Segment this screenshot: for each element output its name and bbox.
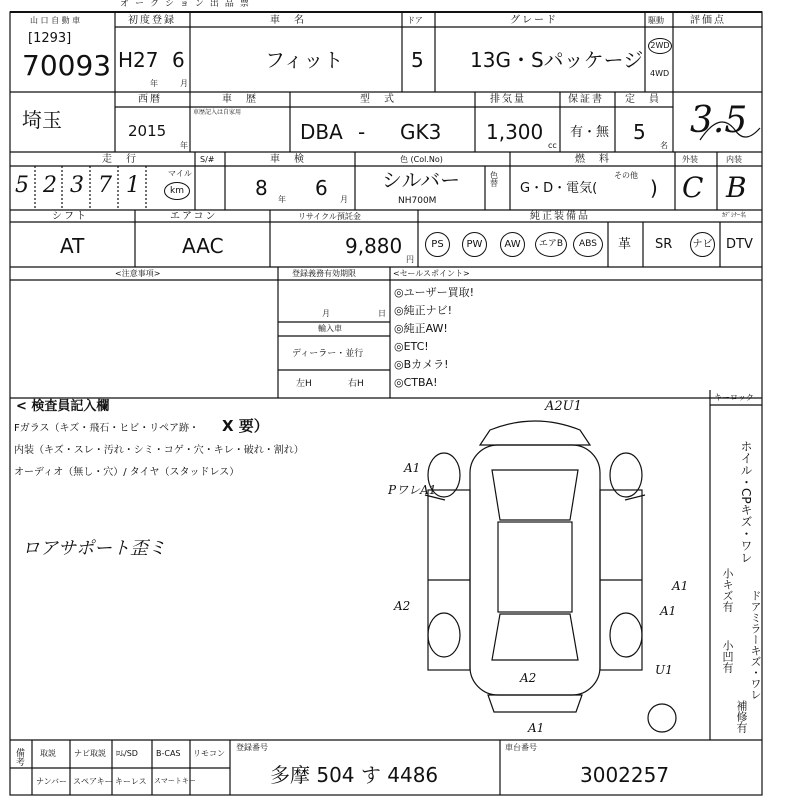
model-suffix: GK3: [400, 120, 442, 144]
bottom-smart-key: スマートキー: [154, 777, 196, 785]
drive-header: 駆動: [648, 16, 664, 25]
equip-pw: PW: [462, 232, 487, 257]
inspector-header: < 検査員記入欄: [16, 399, 110, 414]
navi-tuner-header: ｶﾃﾞｼﾅｰ名: [722, 212, 747, 219]
reg-validity-header: 登録義務有効期限: [292, 269, 356, 278]
fuel-close-paren: ): [650, 176, 658, 200]
glass-needed: X 要）: [222, 417, 269, 435]
color-change: 色替: [490, 171, 498, 188]
year-header: 西暦: [138, 94, 162, 105]
recycle-value: 9,880: [345, 234, 403, 258]
interior-grade: B: [726, 171, 747, 204]
lot-number: 70093: [22, 49, 112, 82]
equip-aw: AW: [500, 232, 525, 257]
inspection-month: 6: [315, 176, 328, 200]
chassis-number: 3002257: [580, 763, 670, 787]
exterior-grade: C: [682, 171, 704, 204]
history-header: 車 歴: [222, 94, 258, 105]
exterior-header: 外装: [682, 155, 698, 164]
bottom-remote: リモコン: [193, 749, 225, 758]
reg-month: 月: [322, 309, 330, 318]
chassis-label: 車台番号: [505, 743, 537, 752]
plate-label: 登録番号: [236, 743, 268, 752]
vertical-note-dent: 小凹有: [721, 640, 734, 673]
damage-mark-left-front-p: PワレA1: [388, 483, 437, 497]
damage-mark-rear: A2: [520, 671, 537, 685]
warranty-header: 保証書: [568, 94, 604, 105]
first-reg-month: 6: [172, 48, 185, 72]
car-name-header: 車 名: [270, 15, 306, 26]
bottom-spare-key: スペアキー: [73, 777, 113, 786]
sheet-title: オークション出品票: [120, 0, 255, 9]
displacement-value: 1,300: [486, 120, 544, 144]
capacity-value: 5: [633, 120, 646, 144]
first-reg-era: H27: [118, 48, 159, 72]
fuel-options: G・D・電気(: [520, 181, 598, 196]
sales-point-5: ◎Bカメラ!: [394, 358, 449, 371]
grade-value: 13G・Sパッケージ: [470, 48, 644, 72]
import-car-header: 輸入車: [318, 324, 342, 333]
mileage-header: 走 行: [102, 154, 138, 165]
score-header: 評価点: [690, 15, 726, 26]
recycle-unit: 円: [406, 255, 414, 264]
equip-sr: SR: [655, 237, 673, 252]
inspection-year: 8: [255, 176, 268, 200]
keylock-header: キーロック: [714, 393, 754, 402]
color-name: シルバー: [382, 168, 461, 192]
bottom-remarks-label: 備考: [14, 748, 24, 766]
bottom-plate: ナンバー: [36, 777, 68, 786]
mileage-digit-4: 7: [98, 173, 112, 198]
score-value: 3.5: [690, 100, 748, 141]
vertical-note-wheel: ホイル・CPキズ・ワレ: [739, 440, 753, 564]
bottom-navi-manual: ナビ取説: [74, 749, 106, 758]
plate-number: 多摩 504 す 4486: [270, 763, 439, 787]
model-header: 型 式: [360, 94, 396, 105]
left-hand: 左H: [296, 379, 312, 389]
equip-dtv: DTV: [726, 237, 753, 252]
color-header: 色 (Col.No): [400, 155, 443, 164]
damage-mark-right-2: A1: [660, 604, 677, 618]
damage-mark-right-rear: U1: [655, 663, 673, 677]
interior-header: 内装: [726, 155, 742, 164]
fuel-header: 燃 料: [575, 154, 611, 165]
damage-mark-left-door: A2: [394, 599, 411, 613]
capacity-header: 定 員: [625, 94, 661, 105]
damage-mark-right-1: A1: [672, 579, 689, 593]
car-diagram: [425, 421, 676, 735]
sales-point-3: ◎純正AW!: [394, 322, 448, 335]
right-hand: 右H: [348, 379, 364, 389]
inspector-interior-line: 内装（キズ・スレ・汚れ・シミ・コゲ・穴・キレ・破れ・割れ）: [14, 445, 304, 456]
sales-point-6: ◎CTBA!: [394, 376, 438, 389]
damage-mark-front: A2U1: [545, 399, 582, 414]
handwritten-note: ロアサポート歪ミ: [22, 538, 166, 559]
bottom-rom-sd: ﾛﾑ/SD: [116, 749, 138, 758]
vertical-note-small-scratch: 小キズ有: [721, 568, 734, 612]
door-count: 5: [411, 48, 424, 72]
model-year-unit: 年: [180, 141, 188, 150]
first-reg-year-unit: 年: [150, 79, 158, 88]
fuel-other-label: その他: [614, 171, 638, 180]
color-code: NH700M: [398, 196, 437, 206]
mile-label: マイル: [168, 169, 192, 178]
equip-leather: 革: [618, 237, 632, 252]
sales-point-2: ◎純正ナビ!: [394, 304, 453, 317]
notes-header: <注意事項>: [115, 269, 161, 278]
history-note: 車歴記入は自家用: [193, 109, 242, 116]
bottom-keyless: キーレス: [115, 777, 147, 786]
drive-4wd: 4WD: [650, 69, 670, 78]
displacement-header: 排気量: [490, 94, 526, 105]
mileage-digit-1: 5: [15, 173, 29, 198]
car-name: フィット: [265, 48, 344, 72]
aircon-header: エアコン: [170, 211, 218, 222]
stamp-label: 山 口 自 動 車: [30, 16, 81, 25]
shift-no-header: S/#: [200, 155, 215, 164]
bottom-bcas: B-CAS: [156, 749, 181, 758]
mileage-digit-5: 1: [126, 173, 140, 198]
capacity-unit: 名: [660, 141, 668, 150]
model-prefix: DBA: [300, 120, 343, 144]
inspector-glass-line: Fガラス（キズ・飛石・ヒビ・リペア跡・: [14, 423, 200, 434]
equipment-header: 純正装備品: [530, 211, 590, 222]
sales-point-4: ◎ETC!: [394, 340, 429, 353]
damage-mark-left-front-a: A1: [404, 461, 421, 475]
inspector-audio-line: オーディオ（無し・穴）/ タイヤ（スタッドレス）: [14, 467, 240, 478]
mileage-digit-2: 2: [43, 173, 57, 198]
doors-header: ドア: [407, 16, 423, 25]
damage-mark-rear-bumper: A1: [528, 721, 545, 735]
aircon-value: AAC: [182, 234, 224, 258]
inspection-year-unit: 年: [278, 195, 286, 204]
dealer-parallel: ディーラー・並行: [292, 349, 364, 359]
equip-ps: PS: [425, 232, 450, 257]
mileage-digit-3: 3: [70, 173, 84, 198]
equip-navi: ナビ: [690, 232, 715, 257]
equip-abs: ABS: [573, 232, 603, 257]
shift-header: シフト: [52, 211, 88, 222]
first-reg-month-unit: 月: [180, 79, 188, 88]
inspection-month-unit: 月: [340, 195, 348, 204]
vertical-note-mirror: ドアミラーキズ・ワレ: [749, 590, 762, 700]
reg-day: 日: [378, 309, 386, 318]
warranty-value: 有・無: [570, 125, 610, 140]
inspection-header: 車 検: [270, 154, 306, 165]
equip-airbag: エアB: [535, 232, 567, 257]
bottom-manual: 取説: [40, 749, 56, 758]
sales-points-header: <セールスポイント>: [393, 269, 470, 278]
grade-header: グレード: [510, 15, 558, 26]
first-reg-header: 初度登録: [128, 15, 176, 26]
bracket-number: [1293]: [28, 31, 72, 46]
km-label: km: [164, 182, 190, 200]
drive-2wd: 2WD: [648, 38, 672, 54]
displacement-unit: cc: [548, 141, 557, 150]
recycle-header: リサイクル預託金: [298, 212, 361, 221]
shift-value: AT: [60, 234, 85, 258]
model-dash: -: [358, 120, 366, 144]
vertical-note-repair: 補修有: [735, 700, 748, 733]
region-name: 埼玉: [22, 108, 62, 132]
sales-point-1: ◎ユーザー買取!: [394, 286, 475, 299]
model-year: 2015: [128, 122, 167, 140]
